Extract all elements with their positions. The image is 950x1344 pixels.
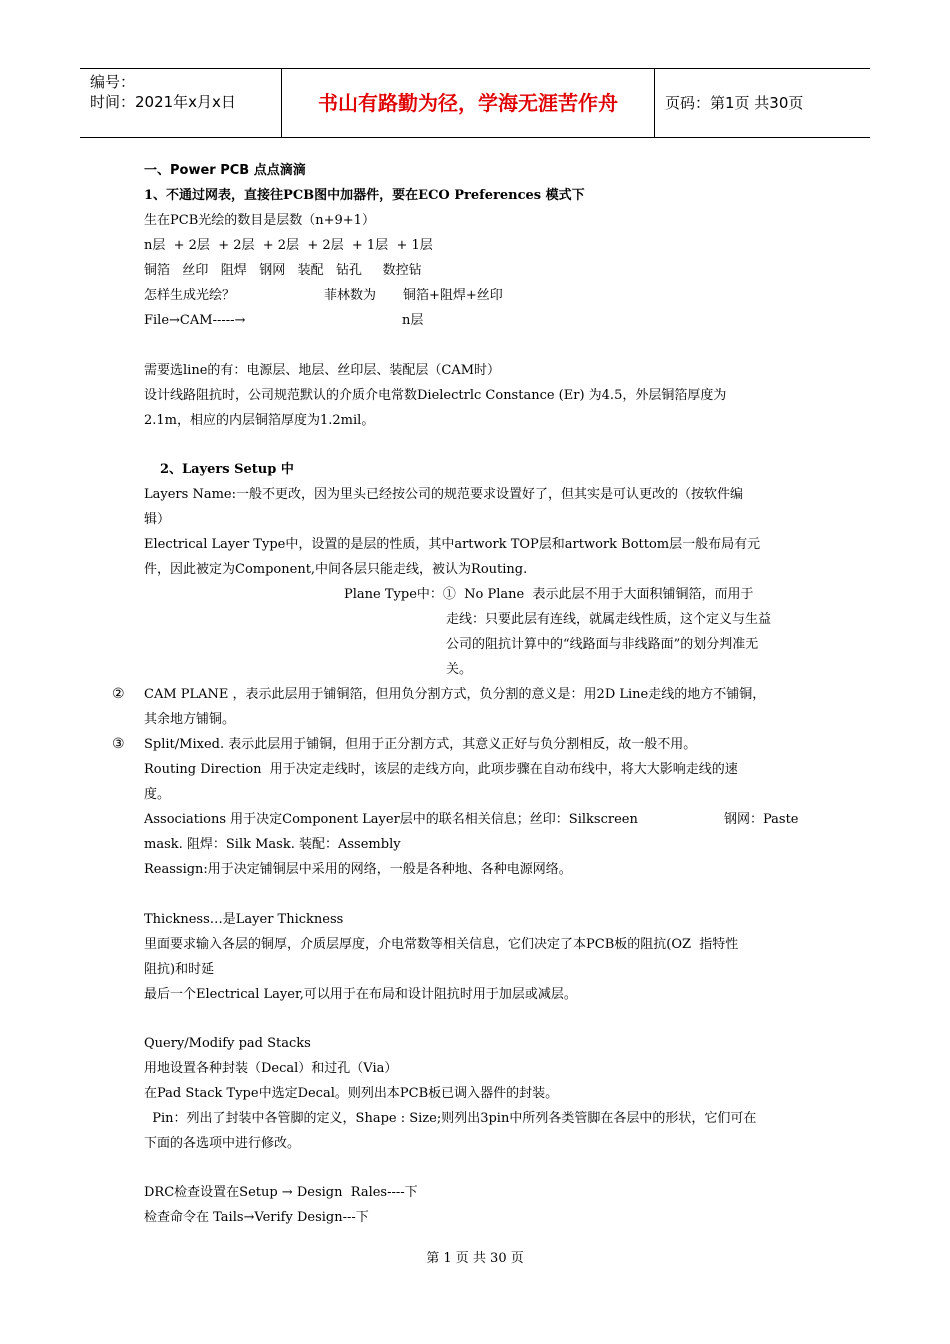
paragraph-line: File→CAM-----→ (144, 313, 246, 328)
list-marker: ③ (112, 736, 125, 752)
paragraph-line: 需要选line的有：电源层、地层、丝印层、装配层（CAM时） (144, 363, 501, 378)
header-page-number: 页码：第1页 共30页 (665, 94, 804, 112)
paragraph-line: Split/Mixed. 表示此层用于铺铜，但用于正分割方式，其意义正好与负分割相反，故一般不用。 (144, 737, 697, 752)
paragraph-line: Pin：列出了封装中各管脚的定义，Shape : Size;则列出3pin中所列各类管脚在各层中的形状，它们可在 (144, 1111, 757, 1126)
paragraph-line: Routing Direction 用于决定走线时，该层的走线方向，此项步骤在自动布线中，将大大影响走线的速 (144, 762, 738, 777)
paragraph-line: 辑） (144, 512, 171, 527)
paragraph-line: 走线：只要此层有连线，就属走线性质，这个定义与生益 (446, 612, 772, 627)
paragraph-line: 怎样生成光绘？ (144, 288, 236, 303)
header-motto: 书山有路勤为径，学海无涯苦作舟 (282, 69, 655, 137)
paragraph-line: 在Pad Stack Type中选定Decal。则列出本PCB板已调入器件的封装。 (144, 1086, 559, 1101)
section-heading-1: 一、Power PCB 点点滴滴 (144, 163, 306, 178)
paragraph-line: Query/Modify pad Stacks (144, 1036, 311, 1051)
list-marker: ② (112, 686, 125, 702)
paragraph-line: n层 + 2层 + 2层 + 2层 + 2层 + 1层 + 1层 (144, 238, 433, 253)
paragraph-line: 铜箔 丝印 阻焊 钢网 装配 钻孔 数控钻 (144, 263, 422, 278)
paragraph-line: 用地设置各种封装（Decal）和过孔（Via） (144, 1061, 398, 1076)
subheading-eco: 1、不通过网表，直接往PCB图中加器件，要在ECO Preferences 模式下 (144, 188, 585, 203)
paragraph-line: 设计线路阻抗时，公司规范默认的介质介电常数Dielectrlc Constance (Er) 为4.5，外层铜箔厚度为 (144, 388, 727, 403)
paragraph-line: mask. 阻焊：Silk Mask. 装配：Assembly (144, 837, 401, 852)
paragraph-line: CAM PLANE ，表示此层用于铺铜箔，但用负分割方式，负分割的意义是：用2D Line走线的地方不铺铜， (144, 687, 766, 702)
paragraph-line: 公司的阻抗计算中的“线路面与非线路面”的划分判准无 (446, 637, 759, 652)
paragraph-line: 阻抗)和时延 (144, 962, 215, 977)
paragraph-line: 下面的各选项中进行修改。 (144, 1136, 301, 1151)
paragraph-line: 最后一个Electrical Layer,可以用于在布局和设计阻抗时用于加层或减层。 (144, 987, 577, 1002)
paragraph-line: 件，因此被定为Component,中间各层只能走线，被认为Routing. (144, 562, 528, 577)
page-header (80, 68, 870, 138)
paragraph-line: 检查命令在 Tails→Verify Design---下 (144, 1210, 369, 1225)
paragraph-fragment: 钢网：Paste (724, 812, 799, 827)
paragraph-line: 里面要求输入各层的铜厚，介质层厚度，介电常数等相关信息，它们决定了本PCB板的阻抗(OZ 指特性 (144, 937, 739, 952)
paragraph-line: Layers Name:一般不更改，因为里头已经按公司的规范要求设置好了，但其实是可认更改的（按软件编 (144, 487, 743, 502)
paragraph-fragment: 铜箔+阻焊+丝印 (403, 288, 503, 303)
paragraph-line: Plane Type中：① No Plane 表示此层不用于大面积铺铜箔，而用于 (344, 587, 754, 602)
paragraph-line: Associations 用于决定Component Layer层中的联名相关信息；丝印：Silkscreen (144, 812, 638, 827)
paragraph-fragment: n层 (402, 313, 424, 328)
paragraph-line: Thickness…是Layer Thickness (144, 912, 344, 927)
paragraph-line: 其余地方铺铜。 (144, 712, 236, 727)
doc-number-label: 编号： (90, 73, 136, 91)
subheading-layers-setup: 2、Layers Setup 中 (160, 462, 294, 477)
paragraph-line: 关。 (446, 662, 473, 677)
paragraph-fragment: 菲林数为 (324, 288, 377, 303)
paragraph-line: Reassign:用于决定铺铜层中采用的网络，一般是各种地、各种电源网络。 (144, 862, 572, 877)
doc-date-label: 时间：2021年x月x日 (90, 93, 236, 111)
paragraph-line: 生在PCB光绘的数目是层数（n+9+1） (144, 213, 375, 228)
paragraph-line: 度。 (144, 787, 171, 802)
paragraph-line: DRC检查设置在Setup → Design Rales----下 (144, 1185, 418, 1200)
header-meta-cell (80, 69, 282, 137)
paragraph-line: Electrical Layer Type中，设置的是层的性质，其中artwork TOP层和artwork Bottom层一般布局有元 (144, 537, 761, 552)
page-footer: 第 1 页 共 30 页 (426, 1251, 524, 1266)
paragraph-line: 2.1m，相应的内层铜箔厚度为1.2mil。 (144, 413, 375, 428)
